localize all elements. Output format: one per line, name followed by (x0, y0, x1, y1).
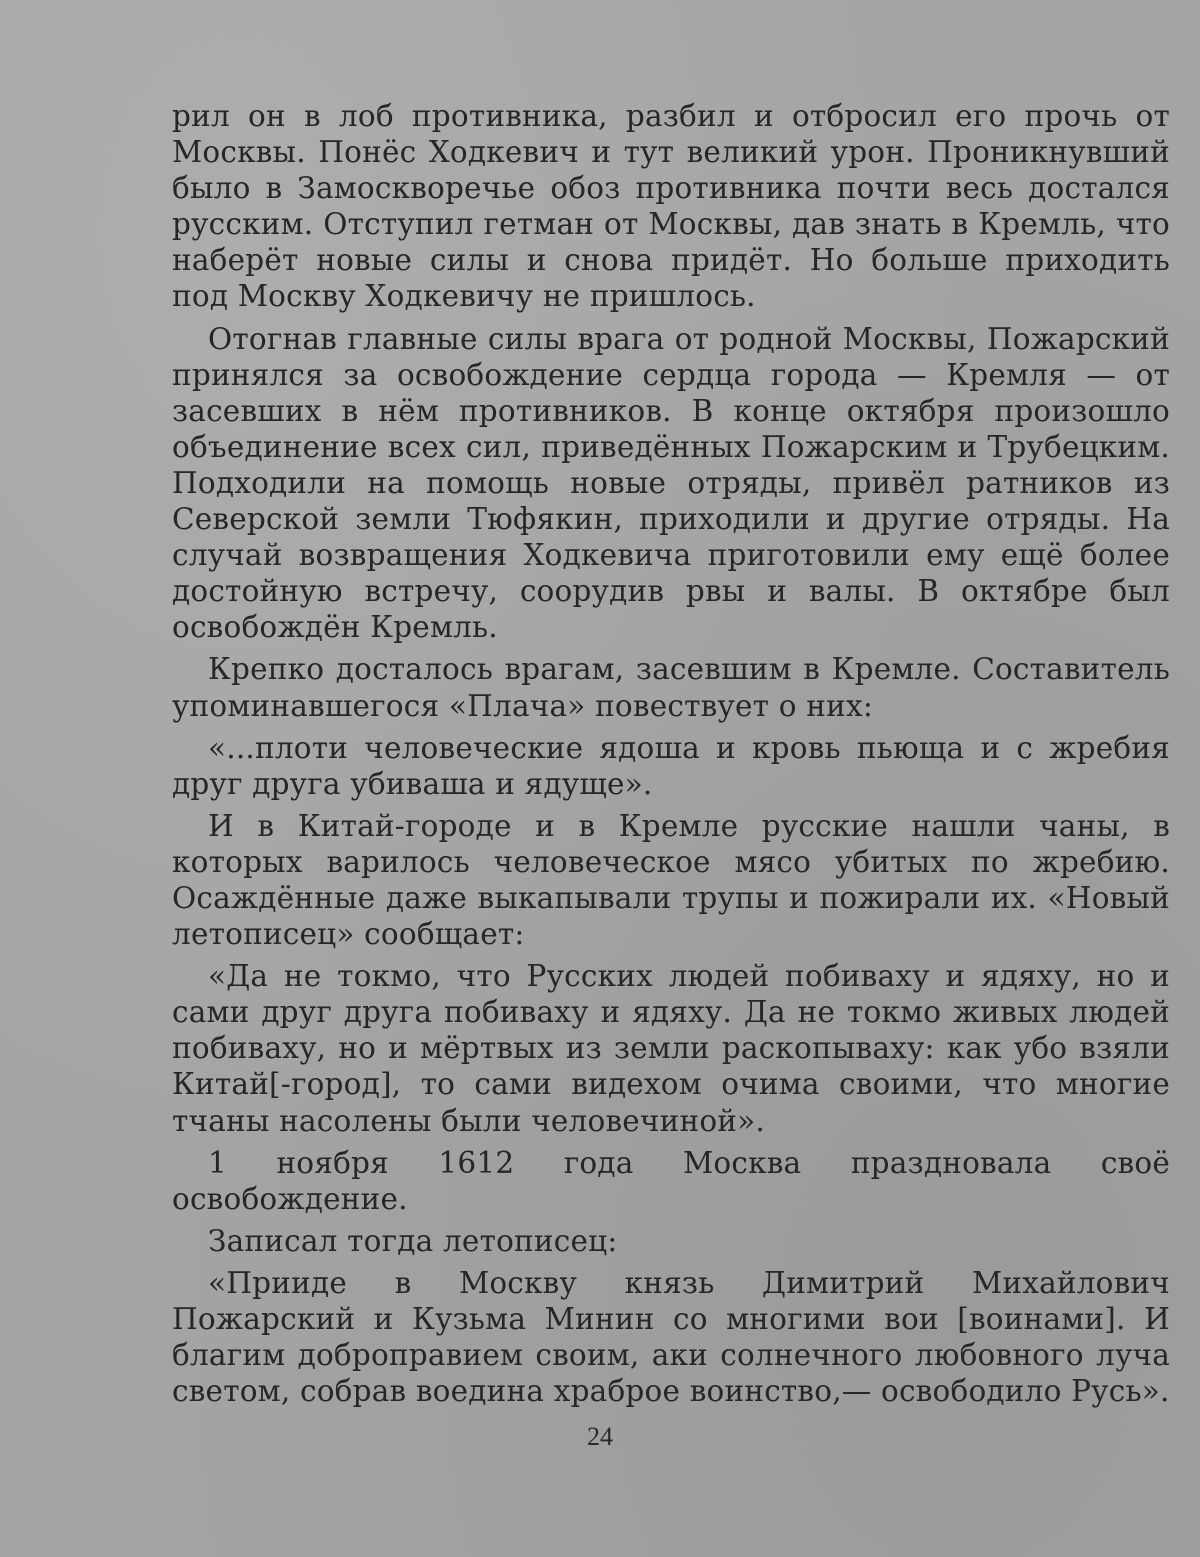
paragraph-5: 1 ноября 1612 года Москва праздновала своё освобождение. (172, 1145, 1170, 1216)
page-text (172, 98, 1170, 1415)
paragraph-1: рил он в лоб противника, разбил и отбросил его прочь от Москвы. Понёс Ходкевич и тут великий урон. Проникнувший было в Замоскворечье обоз противника почти весь достался русским. Отступил гетман от Москвы, дав знать в Кремль, что наберёт новые силы и снова придёт. Но больше приходить под Москву Ходкевичу не пришлось. (172, 99, 1170, 314)
paragraph-3: Крепко досталось врагам, засевшим в Кремле. Составитель упоминавшегося «Плача» повествует о них: (172, 652, 1170, 723)
page-number: 24 (587, 1422, 613, 1451)
quote-novyi-letopisets: «Да не токмо, что Русских людей побиваху и ядяху, но и сами друг друга побиваху и ядяху. Да не токмо живых людей побиваху, но и мёртвых из земли раскопываху: как убо взяли Китай[-город], то сами видехом очима своими, что многие тчаны насолены были человечиной». (172, 959, 1170, 1138)
paragraph-4: И в Китай-городе и в Кремле русские нашли чаны, в которых варилось человеческое мясо убитых по жребию. Осаждённые даже выкапывали трупы и пожирали их. «Новый летописец» сообщает: (172, 808, 1170, 952)
paragraph-2: Отогнав главные силы врага от родной Москвы, Пожарский принялся за освобождение сердца города — Кремля — от засевших в нём противников. В конце октября произошло объединение всех сил, приведённых Пожарским и Трубецким. Подходили на помощь новые отряды, привёл ратников из Северской земли Тюфякин, приходили и другие отряды. На случай возвращения Ходкевича приготовили ему ещё более достойную встречу, соорудив рвы и валы. В октябре был освобождён Кремль. (172, 321, 1170, 645)
quote-plach: «...плоти человеческие ядоша и кровь пьюща и с жребия друг друга убиваша и ядуще». (172, 730, 1170, 801)
paragraph-6: Записал тогда летописец: (208, 1223, 618, 1258)
quote-letopisets: «Прииде в Москву князь Димитрий Михайлович Пожарский и Кузьма Минин со многими вои [воинами]. И благим доброправием своим, аки солнечного любовного луча светом, собрав воедина храброе воинство,— освободило Русь». (172, 1265, 1170, 1409)
